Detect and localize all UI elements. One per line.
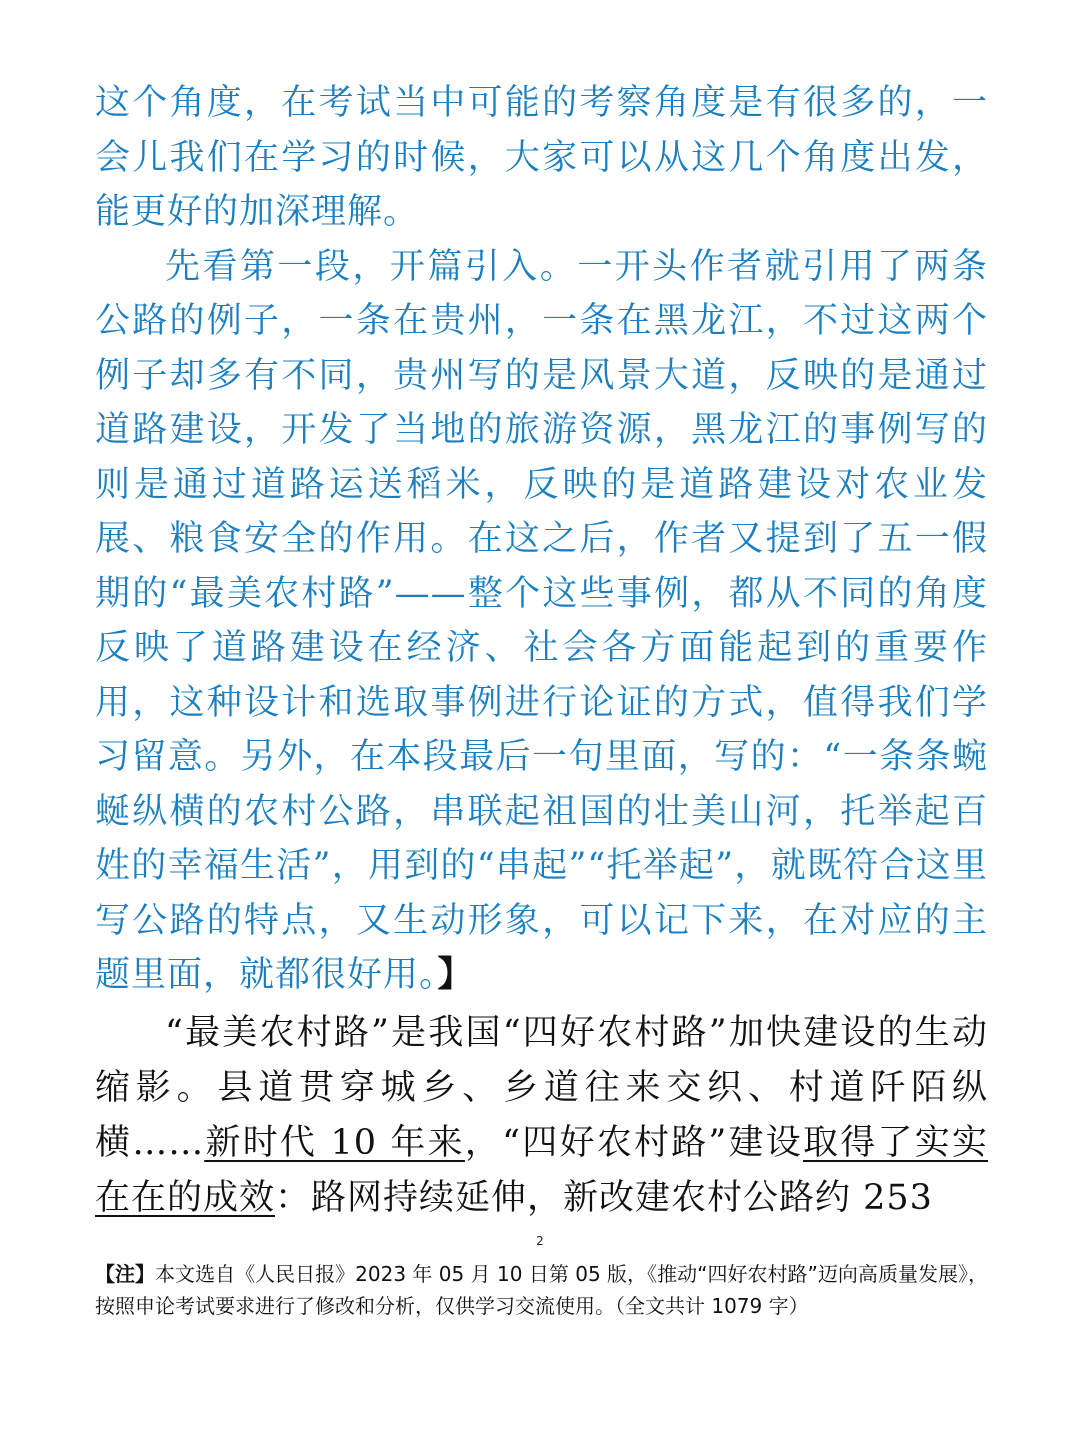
footnote bbox=[95, 1258, 988, 1322]
underlined-phrase-2: 取得了实实在在的成效 bbox=[95, 1123, 988, 1218]
page-number: 2 bbox=[536, 1234, 544, 1248]
analysis-paragraph-1: 这个角度，在考试当中可能的考察角度是有很多的，一会儿我们在学习的时候，大家可以从这几个角度出发，能更好的加深理解。 bbox=[95, 83, 988, 232]
analysis-paragraph-2: 先看第一段，开篇引入。一开头作者就引用了两条公路的例子，一条在贵州，一条在黑龙江，不过这两个例子却多有不同，贵州写的是风景大道，反映的是通过道路建设，开发了当地的旅游资源，黑龙江的事例写的则是通过道路运送稻米，反映的是道路建设对农业发展、粮食安全的作用。在这之后，作者又提到了五一假期的“最美农村路”——整个这些事例，都从不同的角度反映了道路建设在经济、社会各方面能起到的重要作用，这种设计和选取事例进行论证的方式，值得我们学习留意。另外，在本段最后一句里面，写的：“一条条蜿蜒纵横的农村公路，串联起祖国的壮美山河，托举起百姓的幸福生活”，用到的“串起”“托举起”，就既符合这里写公路的特点，又生动形象，可以记下来，在对应的主题里面，就都很好用。】 bbox=[95, 246, 988, 995]
footnote-label: 【注】 bbox=[95, 1262, 156, 1286]
footnote-text: 本文选自《人民日报》2023 年 05 月 10 日第 05 版，《推动“四好农村路”迈向高质量发展》，按照申论考试要求进行了修改和分析，仅供学习交流使用。（全文共计 1079 字） bbox=[95, 1262, 988, 1318]
underlined-phrase-1: 新时代 10 年来 bbox=[204, 1123, 465, 1163]
closing-bracket: 】 bbox=[437, 954, 474, 995]
analysis-commentary bbox=[95, 76, 988, 1003]
article-paragraph: “最美农村路”是我国“四好农村路”加快建设的生动缩影。县道贯穿城乡、乡道往来交织、村道阡陌纵横……新时代 10 年来，“四好农村路”建设取得了实实在在的成效：路网持续延伸，新改建农村公路约 253 bbox=[95, 1013, 988, 1218]
original-article-text bbox=[95, 1006, 988, 1226]
